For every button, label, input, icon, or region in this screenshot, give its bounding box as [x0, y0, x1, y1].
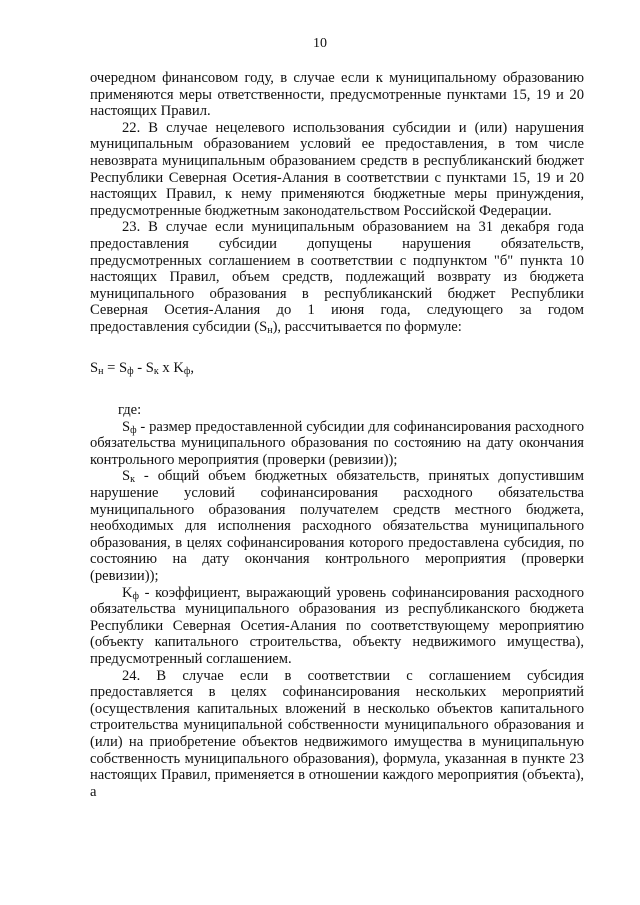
- formula-sn-sub: н: [98, 365, 104, 377]
- formula-end: ,: [190, 359, 195, 376]
- definition-sk-text: - общий объем бюджетных обязательств, принятых допустившим нарушение условий софинансирования расходного обязательства муниципального образования получателем средств местного бюджета, необходимых для исполнения расходного обязательства муниципального образования, в целях софинансирования которого предоставлена субсидия, по состоянию на дату окончания контрольного мероприятия (проверки (ревизии));: [90, 468, 584, 585]
- definition-sf-symbol: S: [122, 418, 131, 435]
- definition-sf-text: - размер предоставленной субсидии для софинансирования расходного обязательства муниципального образования по состоянию на дату окончания контрольного мероприятия (проверки (ревизии));: [90, 418, 584, 468]
- paragraph-23-subscript: н: [267, 324, 273, 336]
- document-body: [90, 70, 584, 800]
- definition-kf-symbol: K: [122, 584, 133, 601]
- formula-sk: S: [145, 359, 154, 376]
- where-label: где:: [118, 402, 142, 419]
- definition-kf-text: - коэффициент, выражающий уровень софинансирования расходного обязательства муниципального образования из республиканского бюджета Республики Северная Осетия-Алания по соответствующему мероприятию (объекту капитального строительства, объекту недвижимого имущества), предусмотренный соглашением.: [90, 584, 584, 667]
- paragraph-23: [90, 219, 584, 335]
- formula-sk-sub: к: [153, 365, 159, 377]
- paragraph-24: 24. В случае если в соответствии с соглашением субсидия предоставляется в целях софинансирования нескольких мероприятий (осуществления капитальных вложений в несколько объектов капитального строительства муниципальной собственности муниципального образования и (или) на приобретение объектов недвижимого имущества в муниципальную собственность муниципального образования), формула, указанная в пункте 23 настоящих Правил, применяется в отношении каждого мероприятия (объекта), а: [90, 667, 584, 800]
- page-number: 10: [313, 36, 327, 51]
- definition-kf-subscript: ф: [132, 590, 140, 602]
- formula-minus: -: [133, 359, 146, 376]
- definition-sk-symbol: S: [122, 468, 131, 485]
- paragraph-23-text: 23. В случае если муниципальным образованием на 31 декабря года предоставления субсидии допущены нарушения обязательств, предусмотренных соглашением в соответствии с подпунктом "б" пункта 10 настоящих Правил, объем средств, подлежащий возврату из бюджета муниципального образования в республиканский бюджет Республики Северная Осетия-Алания до 1 июня года, следующего за годом предоставления субсидии (S: [90, 219, 584, 335]
- formula-times: x: [158, 359, 174, 376]
- paragraph-23-end: ), рассчитывается по формуле:: [272, 318, 462, 335]
- paragraph-continuation: очередном финансовом году, в случае если к муниципальному образованию применяются меры ответственности, предусмотренные пунктами 15, 19 и 20 настоящих Правил.: [90, 70, 584, 120]
- definition-sf: [90, 419, 584, 469]
- formula-sf: S: [119, 359, 128, 376]
- formula-kf-sub: ф: [183, 365, 191, 377]
- definition-sk: [90, 468, 584, 584]
- definition-kf: [90, 585, 584, 668]
- formula: [90, 360, 584, 377]
- formula-kf: K: [173, 359, 184, 376]
- definition-sk-subscript: к: [130, 474, 135, 486]
- paragraph-22: 22. В случае нецелевого использования субсидии и (или) нарушения муниципальным образованием условий ее предоставления, в том числе невозврата муниципальным образованием средств в республиканский бюджет Республики Северная Осетия-Алания в соответствии с пунктами 15, 19 и 20 настоящих Правил, к нему применяются бюджетные меры принуждения, предусмотренные бюджетным законодательством Российской Федерации.: [90, 119, 584, 219]
- formula-sf-sub: ф: [127, 365, 134, 377]
- formula-eq: =: [103, 359, 120, 376]
- definition-sf-subscript: ф: [130, 424, 137, 436]
- formula-sn: S: [90, 359, 99, 376]
